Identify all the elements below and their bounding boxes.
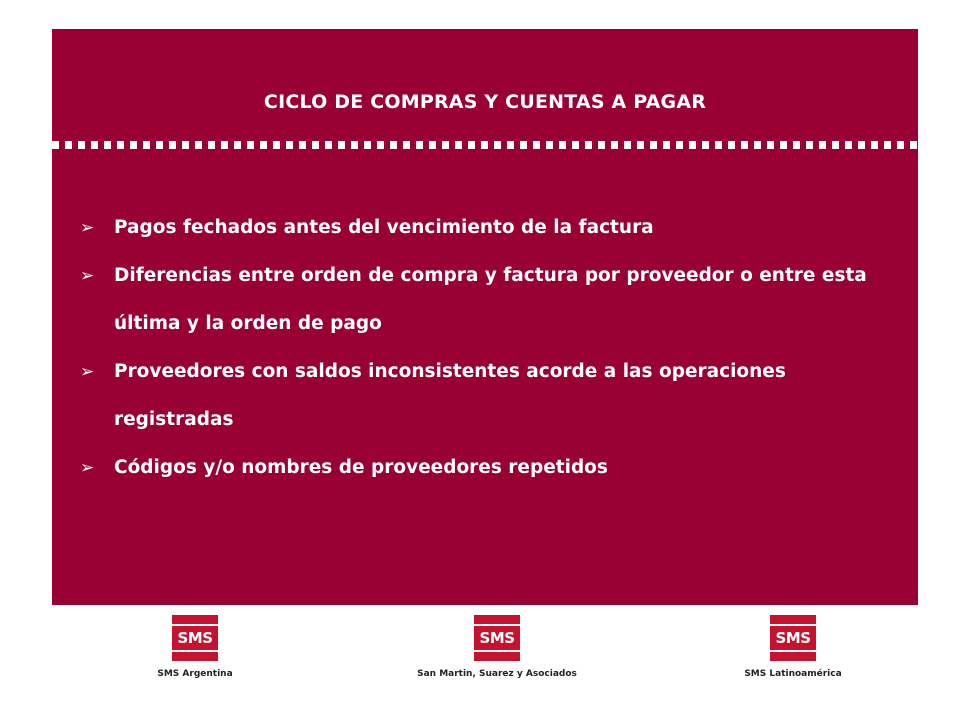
arrow-bullet-icon: ➢ bbox=[80, 458, 95, 478]
bullet-list bbox=[80, 204, 900, 492]
footer-logos bbox=[0, 615, 960, 715]
dotted-divider bbox=[52, 141, 918, 149]
bullet-text: Diferencias entre orden de compra y factura por proveedor o entre esta última y la orden de pago bbox=[114, 265, 867, 334]
logo-mark-text: SMS bbox=[479, 629, 515, 647]
sms-logo-icon bbox=[770, 615, 816, 661]
bullet-item bbox=[80, 348, 900, 444]
sms-argentina-logo bbox=[157, 615, 233, 679]
bullet-item bbox=[80, 252, 900, 348]
logo-mark-text: SMS bbox=[177, 629, 213, 647]
arrow-bullet-icon: ➢ bbox=[80, 362, 95, 382]
arrow-bullet-icon: ➢ bbox=[80, 266, 95, 286]
sms-san-martin-logo bbox=[407, 615, 587, 679]
bullet-item bbox=[80, 204, 900, 252]
bullet-item bbox=[80, 444, 900, 492]
sms-latinoamerica-logo bbox=[733, 615, 853, 679]
slide-title: CICLO DE COMPRAS Y CUENTAS A PAGAR bbox=[263, 91, 707, 113]
logo-caption: SMS Latinoamérica bbox=[744, 669, 842, 679]
logo-caption: San Martin, Suarez y Asociados bbox=[417, 669, 577, 679]
slide-panel bbox=[52, 29, 918, 605]
logo-caption: SMS Argentina bbox=[157, 669, 233, 679]
arrow-bullet-icon: ➢ bbox=[80, 218, 95, 238]
logo-mark-text: SMS bbox=[775, 629, 811, 647]
sms-logo-icon bbox=[172, 615, 218, 661]
bullet-text: Proveedores con saldos inconsistentes acorde a las operaciones registradas bbox=[114, 361, 786, 430]
bullet-text: Pagos fechados antes del vencimiento de la factura bbox=[114, 217, 654, 238]
sms-logo-icon bbox=[474, 615, 520, 661]
bullet-text: Códigos y/o nombres de proveedores repetidos bbox=[114, 457, 608, 478]
